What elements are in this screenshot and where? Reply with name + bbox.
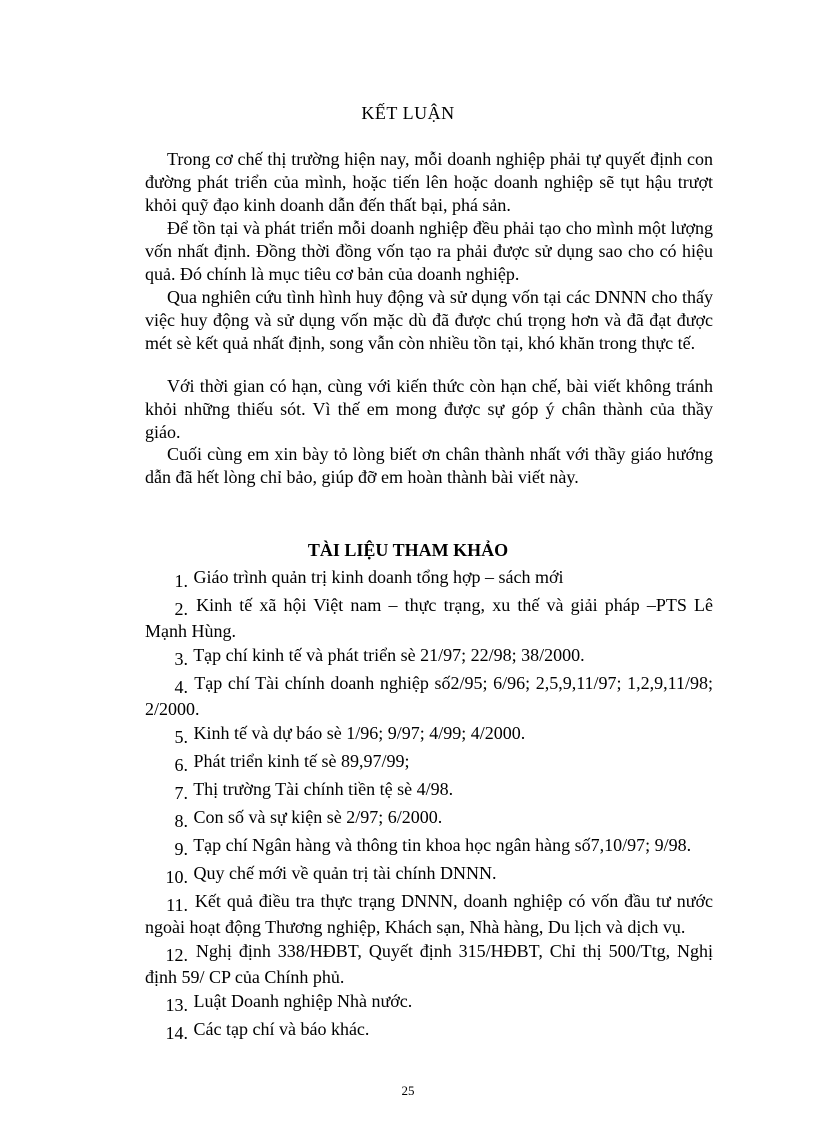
reference-item [145, 890, 713, 938]
conclusion-paragraph: Với thời gian có hạn, cùng với kiến thức còn hạn chế, bài viết không tránh khỏi những thiếu sót. Vì thế em mong được sự góp ý chân thành của thầy giáo. [145, 376, 713, 442]
reference-number: 1. [174, 571, 188, 591]
reference-number: 9. [174, 839, 188, 859]
references-list [145, 566, 713, 1046]
reference-item [145, 672, 713, 720]
reference-item [145, 566, 713, 592]
reference-item [145, 722, 713, 748]
reference-item [145, 1018, 713, 1044]
reference-number: 5. [174, 727, 188, 747]
reference-text: Giáo trình quản trị kinh doanh tổng hợp – sách mới [193, 567, 564, 587]
reference-item [145, 806, 713, 832]
reference-number: 10. [165, 867, 188, 887]
reference-number: 3. [174, 649, 188, 669]
reference-number: 12. [165, 945, 188, 965]
conclusion-title: KẾT LUẬN [361, 103, 455, 123]
reference-text: Luật Doanh nghiệp Nhà nước. [193, 991, 413, 1011]
conclusion-paragraph: Để tồn tại và phát triển mỗi doanh nghiệp đều phải tạo cho mình một lượng vốn nhất định. Đồng thời đồng vốn tạo ra phải được sử dụng sao cho có hiệu quả. Đó chính là mục tiêu cơ bản của doanh nghiệp. [145, 218, 713, 284]
reference-text: Con số và sự kiện sè 2/97; 6/2000. [193, 807, 443, 827]
reference-text: Phát triển kinh tế sè 89,97/99; [193, 751, 410, 771]
reference-text: Tạp chí Ngân hàng và thông tin khoa học ngân hàng số7,10/97; 9/98. [193, 835, 692, 855]
reference-item [145, 862, 713, 888]
reference-number: 14. [165, 1023, 188, 1043]
reference-item [145, 750, 713, 776]
reference-text: Kinh tế xã hội Việt nam – thực trạng, xu thế và giải pháp –PTS Lê Mạnh Hùng. [145, 595, 713, 641]
conclusion-paragraph: Trong cơ chế thị trường hiện nay, mỗi doanh nghiệp phải tự quyết định con đường phát triển của mình, hoặc tiến lên hoặc doanh nghiệp sẽ tụt hậu trượt khỏi quỹ đạo kinh doanh dẫn đến thất bại, phá sản. [145, 149, 713, 215]
reference-number: 8. [174, 811, 188, 831]
reference-item [145, 940, 713, 988]
conclusion-paragraph: Qua nghiên cứu tình hình huy động và sử dụng vốn tại các DNNN cho thấy việc huy động và sử dụng vốn mặc dù đã được chú trọng hơn và đã đạt được mét sè kết quả nhất định, song vẫn còn nhiều tồn tại, khó khăn trong thực tế. [145, 287, 713, 353]
reference-text: Tạp chí Tài chính doanh nghiệp số2/95; 6/96; 2,5,9,11/97; 1,2,9,11/98; 2/2000. [145, 673, 713, 719]
reference-text: Kinh tế và dự báo sè 1/96; 9/97; 4/99; 4/2000. [193, 723, 526, 743]
reference-number: 2. [174, 599, 188, 619]
reference-number: 11. [166, 895, 188, 915]
reference-item [145, 778, 713, 804]
reference-text: Nghị định 338/HĐBT, Quyết định 315/HĐBT, Chỉ thị 500/Ttg, Nghị định 59/ CP của Chính phủ. [145, 941, 714, 987]
reference-text: Quy chế mới về quản trị tài chính DNNN. [193, 863, 497, 883]
conclusion-paragraph: Cuối cùng em xin bày tỏ lòng biết ơn chân thành nhất với thầy giáo hướng dẫn đã hết lòng chỉ bảo, giúp đỡ em hoàn thành bài viết này. [145, 444, 713, 487]
reference-text: Kết quả điều tra thực trạng DNNN, doanh nghiệp có vốn đầu tư nước ngoài hoạt động Thương nghiệp, Khách sạn, Nhà hàng, Du lịch và dịch vụ. [145, 891, 713, 937]
reference-item [145, 990, 713, 1016]
reference-number: 4. [174, 677, 188, 697]
reference-item [145, 644, 713, 670]
reference-text: Thị trường Tài chính tiền tệ sè 4/98. [193, 779, 454, 799]
page-number: 25 [401, 1083, 415, 1098]
reference-item [145, 594, 713, 642]
references-title: TÀI LIỆU THAM KHẢO [307, 540, 509, 560]
reference-number: 13. [165, 995, 188, 1015]
reference-number: 6. [174, 755, 188, 775]
reference-item [145, 834, 713, 860]
reference-text: Các tạp chí và báo khác. [193, 1019, 370, 1039]
reference-number: 7. [174, 783, 188, 803]
reference-text: Tạp chí kinh tế và phát triển sè 21/97; 22/98; 38/2000. [193, 645, 585, 665]
